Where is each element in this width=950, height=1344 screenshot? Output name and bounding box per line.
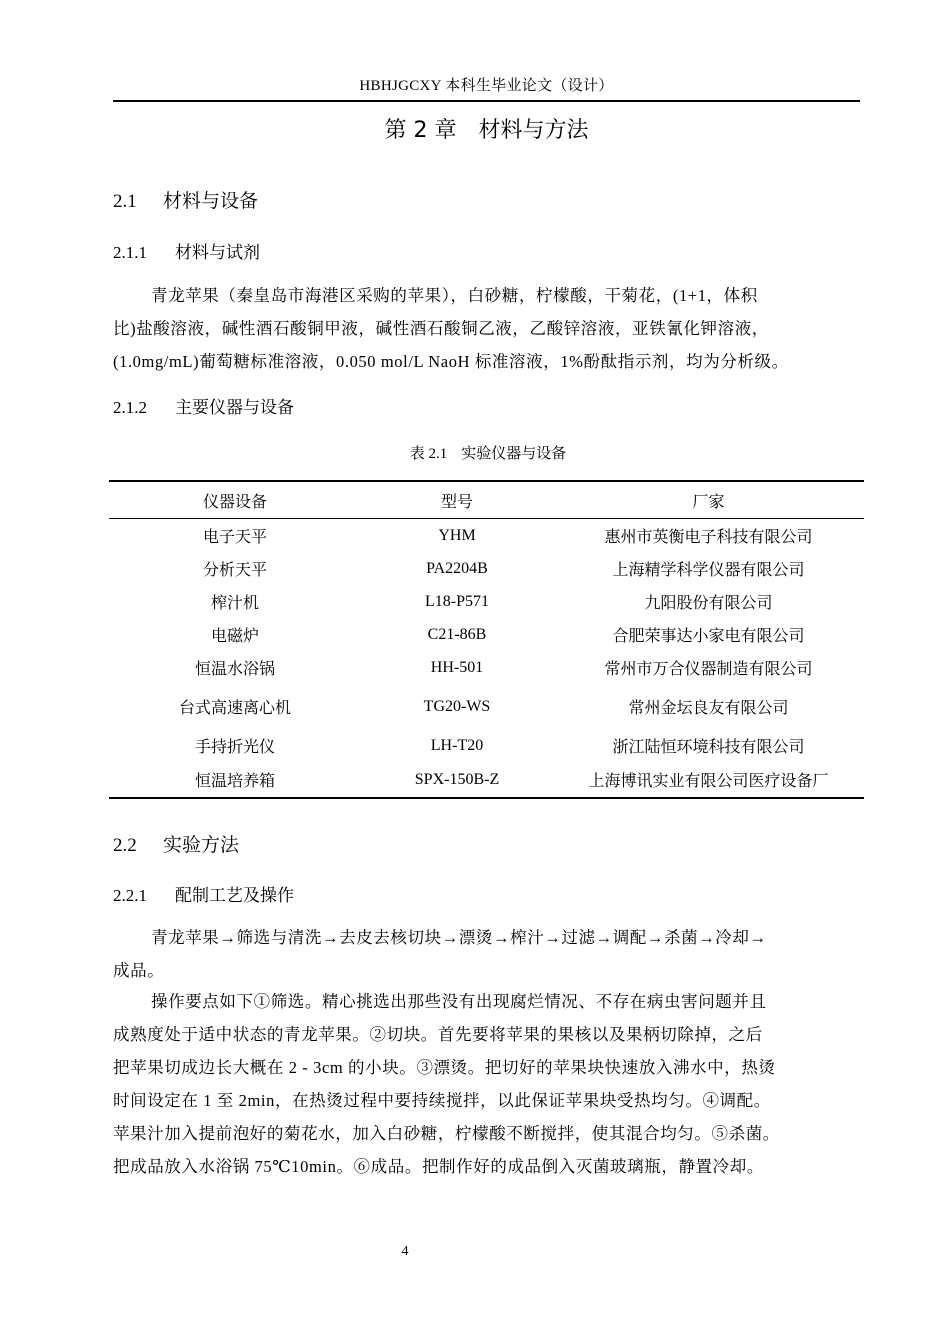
chapter-title-text: 材料与方法 — [478, 118, 589, 143]
equipment-table — [109, 480, 864, 799]
cell-model: SPX-150B-Z — [414, 770, 500, 788]
section-number: 2.2 — [113, 835, 137, 856]
section-title: 配制工艺及操作 — [175, 886, 294, 906]
table-header-row — [109, 481, 864, 519]
section-heading-2-1-2 — [113, 395, 294, 421]
paragraph-line: 青龙苹果（秦皇岛市海港区采购的苹果），白砂糖，柠檬酸，干菊花，(1+1，体积 — [151, 286, 758, 305]
section-title: 实验方法 — [163, 834, 240, 856]
cell-manufacturer: 九阳股份有限公司 — [644, 595, 773, 612]
chapter-title — [113, 115, 860, 147]
section-heading-2-1-1 — [113, 240, 260, 266]
materials-paragraph — [113, 279, 863, 378]
running-header: HBHJGCXY 本科生毕业论文（设计） — [359, 78, 614, 94]
table-row — [109, 684, 864, 729]
paragraph-line: 比)盐酸溶液，碱性酒石酸铜甲液，碱性酒石酸铜乙液，乙酸锌溶液，亚铁氰化钾溶液， — [113, 319, 769, 338]
table-caption — [113, 441, 863, 466]
cell-model: PA2204B — [426, 559, 488, 577]
cell-equipment: 台式高速离心机 — [178, 700, 291, 717]
cell-model: L18-P571 — [425, 592, 489, 610]
column-header-equipment: 仪器设备 — [202, 493, 267, 511]
cell-manufacturer: 上海精学科学仪器有限公司 — [612, 562, 805, 579]
cell-model: C21-86B — [427, 625, 487, 643]
operation-points-paragraph — [113, 985, 863, 1183]
cell-model: YHM — [438, 526, 476, 544]
cell-manufacturer: 常州金坛良友有限公司 — [628, 700, 789, 717]
column-header-model: 型号 — [440, 493, 473, 511]
cell-equipment: 恒温水浴锅 — [194, 661, 275, 678]
section-title: 材料与试剂 — [175, 243, 260, 263]
cell-equipment: 电子天平 — [202, 529, 267, 546]
section-title: 材料与设备 — [163, 190, 259, 212]
cell-manufacturer: 惠州市英衡电子科技有限公司 — [604, 529, 813, 546]
header-rule — [113, 100, 860, 102]
section-title: 主要仪器与设备 — [175, 398, 294, 418]
cell-equipment: 榨汁机 — [210, 595, 259, 612]
section-number: 2.1.2 — [113, 398, 147, 417]
cell-model: LH-T20 — [430, 736, 484, 754]
table-row — [109, 651, 864, 684]
table-row — [109, 552, 864, 585]
paragraph-line: 把苹果切成边长大概在 2 - 3cm 的小块。③漂烫。把切好的苹果块快速放入沸水中，热烫 — [113, 1058, 776, 1077]
section-heading-2-1 — [113, 187, 258, 216]
paragraph-line: 青龙苹果→筛选与清洗→去皮去核切块→漂烫→榨汁→过滤→调配→杀菌→冷却→ — [151, 928, 767, 947]
cell-manufacturer: 浙江陆恒环境科技有限公司 — [612, 739, 805, 756]
cell-equipment: 分析天平 — [202, 562, 267, 579]
section-heading-2-2-1 — [113, 883, 294, 909]
table-row — [109, 729, 864, 762]
section-number: 2.1.1 — [113, 243, 147, 262]
page-number: 4 — [401, 1244, 409, 1259]
section-number: 2.1 — [113, 191, 137, 212]
cell-equipment: 电磁炉 — [210, 628, 259, 645]
section-heading-2-2 — [113, 831, 239, 860]
chapter-number: 第 2 章 — [384, 118, 457, 143]
table-row — [109, 618, 864, 651]
process-flow-paragraph — [113, 921, 863, 987]
cell-model: HH-501 — [430, 658, 484, 676]
paragraph-line: 时间设定在 1 至 2min，在热烫过程中要持续搅拌，以此保证苹果块受热均匀。④调配。 — [113, 1091, 771, 1110]
paragraph-line: 操作要点如下①筛选。精心挑选出那些没有出现腐烂情况、不存在病虫害问题并且 — [151, 992, 767, 1011]
section-number: 2.2.1 — [113, 886, 147, 905]
cell-manufacturer: 合肥荣事达小家电有限公司 — [612, 628, 805, 645]
cell-equipment: 手持折光仪 — [194, 739, 275, 756]
paragraph-line: 成品。 — [113, 961, 165, 980]
table-row — [109, 762, 864, 798]
cell-equipment: 恒温培养箱 — [194, 773, 275, 790]
paragraph-line: 成熟度处于适中状态的青龙苹果。②切块。首先要将苹果的果核以及果柄切除掉，之后 — [113, 1025, 763, 1044]
table-caption-number: 表 2.1 — [409, 446, 448, 462]
paragraph-line: (1.0mg/mL)葡萄糖标准溶液，0.050 mol/L NaoH 标准溶液，1%酚酞指示剂，均为分析级。 — [113, 352, 789, 371]
column-header-manufacturer: 厂家 — [692, 493, 725, 511]
table-row — [109, 585, 864, 618]
table-row — [109, 519, 864, 553]
paragraph-line: 把成品放入水浴锅 75℃10min。⑥成品。把制作好的成品倒入灭菌玻璃瓶，静置冷却。 — [113, 1157, 764, 1176]
paragraph-line: 苹果汁加入提前泡好的菊花水，加入白砂糖，柠檬酸不断搅拌，使其混合均匀。⑤杀菌。 — [113, 1124, 780, 1143]
table-caption-title: 实验仪器与设备 — [461, 444, 567, 462]
cell-manufacturer: 上海博讯实业有限公司医疗设备厂 — [588, 773, 829, 790]
cell-model: TG20-WS — [423, 697, 491, 715]
cell-manufacturer: 常州市万合仪器制造有限公司 — [604, 661, 813, 678]
